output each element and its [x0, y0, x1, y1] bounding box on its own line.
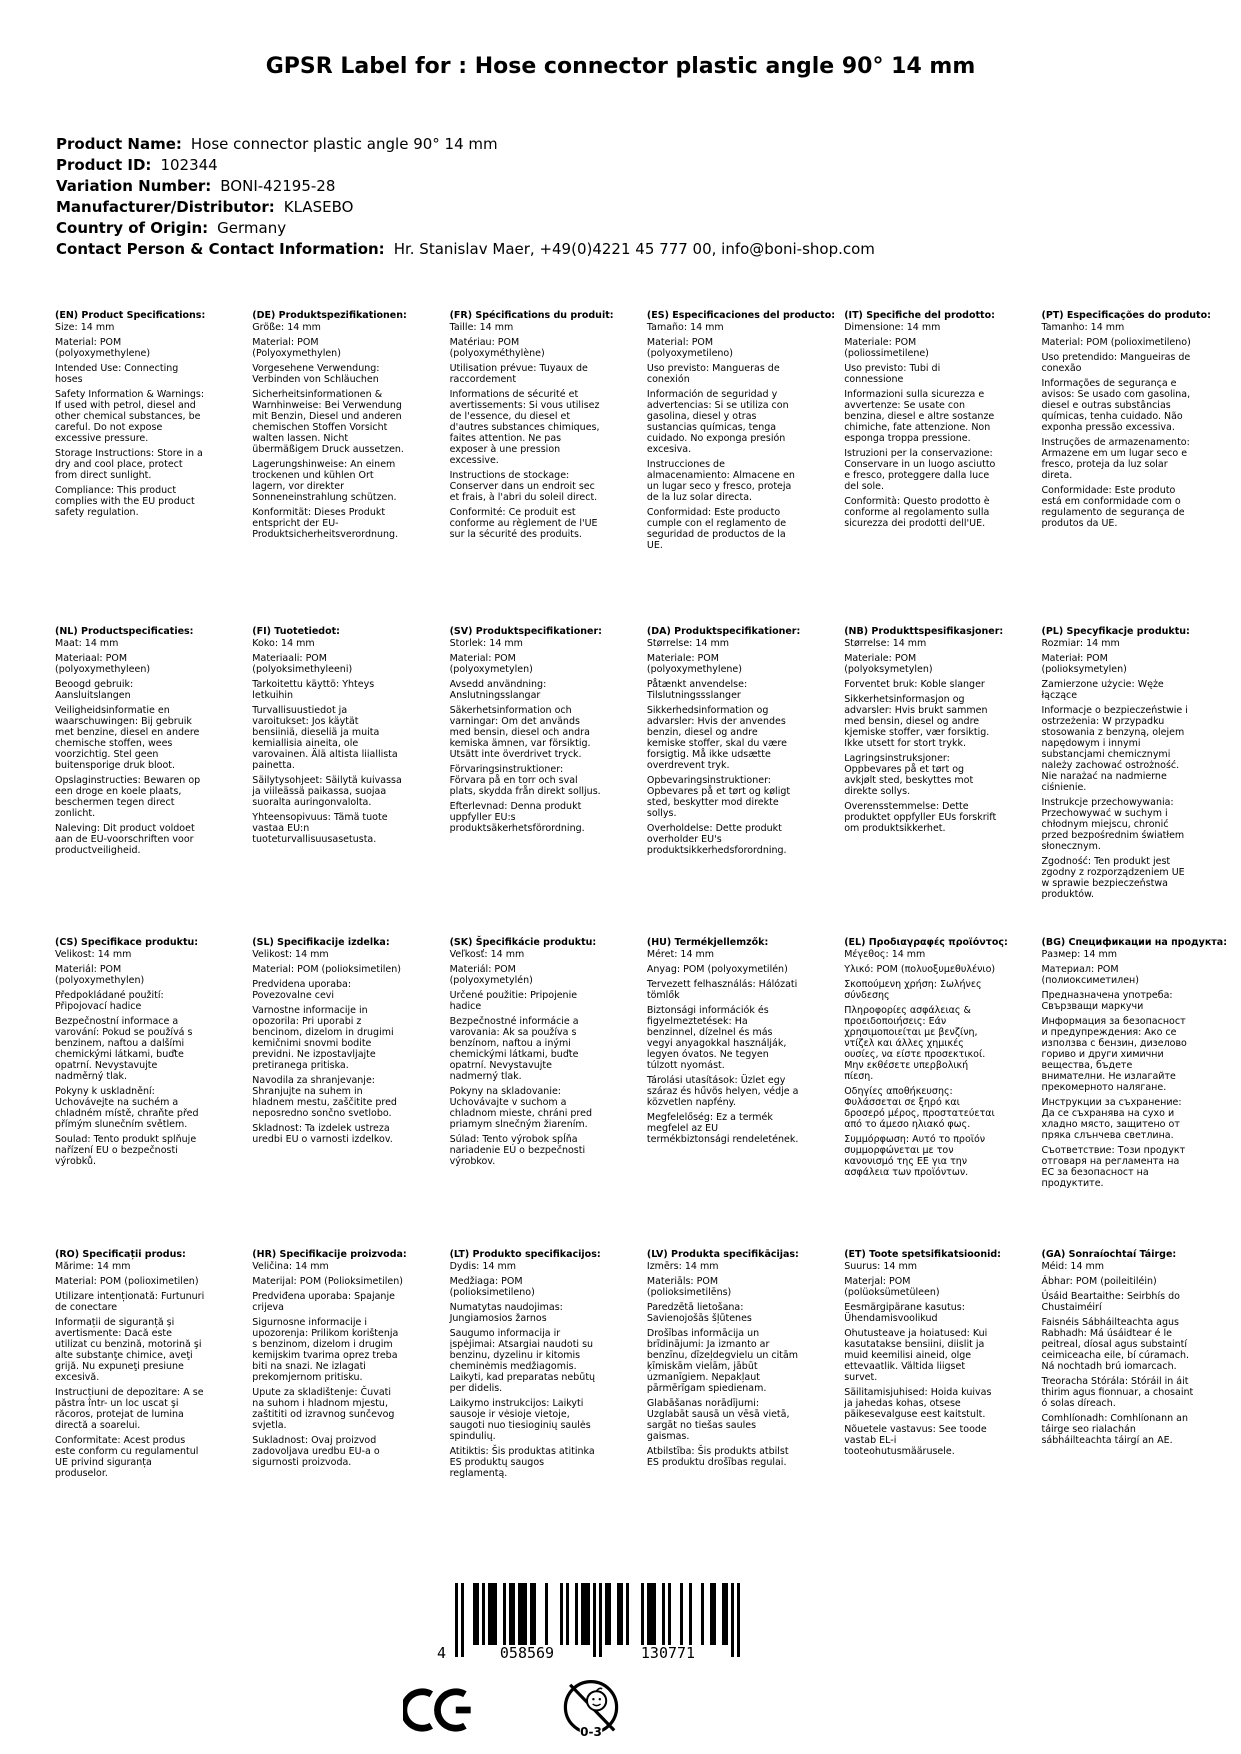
lang-block-nb: [844, 626, 1004, 937]
lang-block-paragraph: Material: POM (polyoxymetileno): [646, 337, 733, 359]
lang-block-header: (RO) Specificații produs:: [55, 1249, 186, 1260]
lang-block-it: [844, 310, 996, 626]
lang-block-paragraph: Съответствие: Този продукт отговаря на регламента на ЕС за безопасност на продуктите.: [1041, 1145, 1186, 1189]
lang-block-paragraph: Förvaringsinstruktioner: Förvara på en torr och sval plats, skydda från direkt solljus.: [449, 764, 601, 797]
lang-block-paragraph: Bezpečnostní informace a varování: Pokud se používá s benzinem, naftou a dalšími chemickými látkami, buďte opatrní. Nevystavujte nadměrný tlak.: [55, 1016, 193, 1082]
lang-block-sl: [252, 937, 404, 1249]
lang-block-header: (DE) Produktspezifikationen:: [252, 310, 407, 321]
lang-block-header: (BG) Спецификации на продукта:: [1041, 937, 1227, 948]
lang-block-header: (GA) Sonraíochtaí Táirge:: [1041, 1249, 1177, 1260]
lang-block-paragraph: Инструкции за съхранение: Да се съхранява на сухо и хладно място, защитено от пряка слънчева светлина.: [1041, 1097, 1182, 1141]
lang-block-paragraph: Pokyny na skladovanie: Uchovávajte v suchom a chladnom mieste, chráni pred priamym slnečným žiarením.: [449, 1086, 592, 1130]
lang-block-paragraph: Dimensione: 14 mm: [844, 322, 941, 333]
lang-block-paragraph: Tarkoitettu käyttö: Yhteys letkuihin: [252, 679, 375, 701]
age-warning-label: 0-3: [580, 1725, 602, 1739]
lang-block-paragraph: Koko: 14 mm: [252, 638, 315, 649]
product-info-row: [56, 239, 875, 260]
lang-block-paragraph: Materiál: POM (polyoxymetylén): [449, 964, 533, 986]
lang-block-header: (LV) Produkta specifikācijas:: [646, 1249, 799, 1260]
lang-block-paragraph: Materiaal: POM (polyoxymethyleen): [55, 653, 151, 675]
product-info-value: KLASEBO: [283, 198, 354, 216]
lang-block-paragraph: Vorgesehene Verwendung: Verbinden von Schläuchen: [252, 363, 380, 385]
lang-block-da: [647, 626, 799, 937]
lang-block-paragraph: Treoracha Stórála: Stóráil in áit thirim agus fionnuar, a chosaint ó solas díreach.: [1041, 1376, 1194, 1409]
product-info-value: Hose connector plastic angle 90° 14 mm: [190, 135, 498, 153]
product-info-row: [56, 218, 875, 239]
lang-block-header: (EN) Product Specifications:: [55, 310, 206, 321]
lang-block-paragraph: Materiał: POM (polioksymetylen): [1041, 653, 1127, 675]
lang-block-paragraph: Materiale: POM (polyoxymethylene): [646, 653, 742, 675]
product-info-label: Product Name:: [56, 135, 182, 153]
lang-block-lt: [450, 1249, 602, 1483]
product-info-row: [56, 197, 875, 218]
lang-block-paragraph: Sikkerhedsinformation og advarsler: Hvis der anvendes benzin, diesel og andre kemiske stoffer, skal du være forsigtig. Må ikke udsætte overdrevent tryk.: [646, 705, 787, 771]
lang-block-de: [252, 310, 407, 626]
lang-block-en: [55, 310, 207, 626]
lang-block-paragraph: Conformità: Questo prodotto è conforme al regolamento sulla sicurezza dei prodotti dell'UE.: [844, 496, 990, 529]
lang-block-header: (HU) Termékjellemzők:: [646, 937, 769, 948]
lang-block-ro: [55, 1249, 207, 1483]
lang-block-paragraph: Storlek: 14 mm: [449, 638, 523, 649]
product-info-value: Germany: [217, 219, 287, 237]
lang-block-paragraph: Varnostne informacije in opozorila: Pri uporabi z bencinom, dizelom in drugimi kemičnimi snovmi bodite previdni. Ne izpostavljajte pretiranega pritiska.: [252, 1005, 394, 1071]
lang-block-paragraph: Informações de segurança e avisos: Se usado com gasolina, diesel e outras substâncias químicas, tenha cuidado. Não exponha pressão excessiva.: [1041, 378, 1191, 433]
lang-block-paragraph: Megfelelőség: Ez a termék megfelel az EU termékbiztonsági rendeletének.: [646, 1112, 799, 1145]
lang-block-paragraph: Mărime: 14 mm: [55, 1261, 131, 1272]
lang-block-paragraph: Размер: 14 mm: [1041, 949, 1117, 960]
lang-block-paragraph: Πληροφορίες ασφάλειας & προειδοποιήσεις: Εάν χρησιμοποιείται με βενζίνη, ντίζελ και άλλες χημικές ουσίες, να είστε προσεκτικοί. Μην εκθέσετε υπερβολική πίεση.: [844, 1005, 986, 1082]
product-info-label: Variation Number:: [56, 177, 212, 195]
lang-block-paragraph: Overholdelse: Dette produkt overholder EU's produktsikkerhedsforordning.: [646, 823, 787, 856]
lang-block-lv: [647, 1249, 799, 1483]
lang-block-paragraph: Soulad: Tento produkt splňuje nařízení EU o bezpečnosti výrobků.: [55, 1134, 197, 1167]
lang-block-paragraph: Veličina: 14 mm: [252, 1261, 329, 1272]
lang-block-paragraph: Suurus: 14 mm: [844, 1261, 917, 1272]
lang-block-paragraph: Paredzētā lietošana: Savienojošās šļūtenes: [646, 1302, 752, 1324]
lang-block-paragraph: Navodila za shranjevanje: Shranjujte na suhem in hladnem mestu, zaščitite pred neposredno sončno svetlobo.: [252, 1075, 397, 1119]
lang-block-paragraph: Atitiktis: Šis produktas atitinka ES produktų saugos reglamentą.: [449, 1446, 595, 1479]
lang-block-paragraph: Conformitate: Acest produs este conform cu regulamentul UE privind siguranța produselor.: [55, 1435, 199, 1479]
lang-block-paragraph: Predviđena uporaba: Spajanje crijeva: [252, 1291, 395, 1313]
lang-block-paragraph: Tárolási utasítások: Üzlet egy száraz és hűvös helyen, védje a közvetlen napfény.: [646, 1075, 799, 1108]
lang-block-paragraph: Conformidade: Este produto está em conformidade com o regulamento de segurança de produtos da UE.: [1041, 485, 1185, 529]
lang-block-header: (SV) Produktspecifikationer:: [449, 626, 602, 637]
lang-block-paragraph: Biztonsági információk és figyelmeztetések: Ha benzinnel, dízelnel és más vegyi anyagokkal használják, legyen óvatos. Ne tegyen túlzott nyomást.: [646, 1005, 787, 1071]
product-info-value: BONI-42195-28: [220, 177, 336, 195]
lang-block-nl: [55, 626, 207, 937]
lang-block-hu: [647, 937, 799, 1249]
lang-block-paragraph: Informazioni sulla sicurezza e avvertenze: Se usate con benzina, diesel e altre sostanze chimiche, fate attenzione. Non esponga troppa pressione.: [844, 389, 995, 444]
lang-block-header: (NL) Productspecificaties:: [55, 626, 194, 637]
barcode-first-digit: 4: [437, 1644, 447, 1662]
lang-block-hr: [252, 1249, 407, 1483]
lang-block-paragraph: Istruzioni per la conservazione: Conservare in un luogo asciutto e fresco, proteggere dalla luce del sole.: [844, 448, 996, 492]
lang-block-paragraph: Instrucciones de almacenamiento: Almacene en un lugar seco y fresco, proteja de la luz solar directa.: [646, 459, 795, 503]
lang-block-paragraph: Säkerhetsinformation och varningar: Om det används med bensin, diesel och andra kemiska ämnen, var försiktig. Utsätt inte överdrivet tryck.: [449, 705, 591, 760]
lang-block-paragraph: Предназначена употреба: Свързващи маркучи: [1041, 990, 1173, 1012]
lang-block-header: (SL) Specifikacije izdelka:: [252, 937, 390, 948]
lang-block-header: (SK) Špecifikácie produktu:: [449, 937, 597, 948]
lang-block-pl: [1041, 626, 1193, 937]
lang-block-pt: [1041, 310, 1211, 626]
lang-block-paragraph: Σκοπούμενη χρήση: Σωλήνες σύνδεσης: [844, 979, 982, 1001]
lang-block-paragraph: Matériau: POM (polyoxyméthylène): [449, 337, 545, 359]
lang-block-paragraph: Материал: POM (полиоксиметилен): [1041, 964, 1139, 986]
lang-block-paragraph: Compliance: This product complies with the EU product safety regulation.: [55, 485, 195, 518]
lang-block-paragraph: Veiligheidsinformatie en waarschuwingen: Bij gebruik met benzine, diesel en andere chemische stoffen, wees voorzichtig. Stel geen buitensporige druk bloot.: [55, 705, 200, 771]
lang-block-sv: [450, 626, 602, 937]
lang-block-paragraph: Materijal: POM (Polioksimetilen): [252, 1276, 403, 1287]
product-info-label: Country of Origin:: [56, 219, 209, 237]
lang-block-paragraph: Efterlevnad: Denna produkt uppfyller EU:s produktsäkerhetsförordning.: [449, 801, 585, 834]
lang-block-paragraph: Informații de siguranță și avertismente: Dacă este utilizat cu benzină, motorină şi alte substanţe chimice, aveţi grijă. Nu expuneţi presiune excesivă.: [55, 1317, 202, 1383]
lang-block-header: (PL) Specyfikacje produktu:: [1041, 626, 1190, 637]
lang-block-fr: [449, 310, 614, 626]
lang-block-paragraph: Materiál: POM (polyoxymethylen): [55, 964, 145, 986]
lang-block-paragraph: Nõuetele vastavus: See toode vastab EL-i tooteohutusmäärusele.: [844, 1424, 987, 1457]
lang-block-paragraph: Naleving: Dit product voldoet aan de EU-voorschriften voor productveiligheid.: [55, 823, 195, 856]
lang-block-paragraph: Οδηγίες αποθήκευσης: Φυλάσσεται σε ξηρό και δροσερό μέρος, προστατεύεται από το άμεσο ηλιακό φως.: [844, 1086, 995, 1130]
lang-block-paragraph: Materjal: POM (polüoksümetüleen): [844, 1276, 940, 1298]
lang-block-paragraph: Bezpečnostné informácie a varovania: Ak sa používa s benzínom, naftou a inými chemickými látkami, buďte opatrní. Nevystavujte nadmerný tlak.: [449, 1016, 579, 1082]
lang-block-header: (DA) Produktspecifikationer:: [646, 626, 801, 637]
lang-block-paragraph: Μέγεθος: 14 mm: [844, 949, 926, 960]
lang-block-paragraph: Säilitamisjuhised: Hoida kuivas ja jahedas kohas, otsese päikesevalguse eest kaitstult.: [844, 1387, 992, 1420]
lang-block-header: (PT) Especificações do produto:: [1041, 310, 1211, 321]
lang-block-paragraph: Předpokládané použití: Připojovací hadice: [55, 990, 164, 1012]
lang-block-paragraph: Ábhar: POM (poileitiléin): [1041, 1276, 1157, 1287]
lang-block-paragraph: Sicherheitsinformationen & Warnhinweise: Bei Verwendung mit Benzin, Diesel und anderen chemischen Stoffen Vorsicht walten lassen. Nicht übermäßigem Druck aussetzen.: [252, 389, 404, 455]
lang-block-paragraph: Laikymo instrukcijos: Laikyti sausoje ir vėsioje vietoje, saugoti nuo tiesioginių saulės spindulių.: [449, 1398, 591, 1442]
lang-block-paragraph: Lagringsinstruksjoner: Oppbevares på et tørt og avkjølt sted, beskyttes mot direkte sollys.: [844, 753, 974, 797]
lang-block-paragraph: Utilisation prévue: Tuyaux de raccordement: [449, 363, 588, 385]
lang-block-paragraph: Materiale: POM (poliossimetilene): [844, 337, 929, 359]
lang-block-paragraph: Glabāšanas norādījumi: Uzglabāt sausā un vēsā vietā, sargāt no tiešas saules gaismas.: [646, 1398, 790, 1442]
lang-block-paragraph: Predvidena uporaba: Povezovalne cevi: [252, 979, 352, 1001]
lang-block-paragraph: Utilizare intenționată: Furtunuri de conectare: [55, 1291, 205, 1313]
lang-block-paragraph: Størrelse: 14 mm: [646, 638, 730, 649]
lang-block-paragraph: Tamaño: 14 mm: [646, 322, 724, 333]
lang-block-paragraph: Materiale: POM (polyoksymetylen): [844, 653, 933, 675]
lang-block-es: [646, 310, 836, 626]
lang-block-paragraph: Material: POM (Polyoxymethylen): [252, 337, 341, 359]
lang-block-paragraph: Beoogd gebruik: Aansluitslangen: [55, 679, 134, 701]
lang-block-paragraph: Avsedd användning: Anslutningsslangar: [449, 679, 547, 701]
lang-block-paragraph: Upute za skladištenje: Čuvati na suhom i hladnom mjestu, zaštititi od izravnog sunčevog svjetla.: [252, 1387, 395, 1431]
page-title: GPSR Label for : Hose connector plastic angle 90° 14 mm: [265, 54, 976, 79]
lang-block-paragraph: Atbilstība: Šis produkts atbilst ES produktu drošības regulai.: [646, 1446, 789, 1468]
lang-block-paragraph: Safety Information & Warnings: If used with petrol, diesel and other chemical substances, be careful. Do not expose excessive pressure.: [55, 389, 205, 444]
age-warning-0-3-icon: [551, 1672, 631, 1754]
lang-block-paragraph: Sukladnost: Ovaj proizvod zadovoljava uredbu EU-a o sigurnosti proizvoda.: [252, 1435, 380, 1468]
lang-block-paragraph: Zamierzone użycie: Węże łączące: [1041, 679, 1164, 701]
lang-block-paragraph: Dydis: 14 mm: [449, 1261, 516, 1272]
lang-block-header: (EL) Προδιαγραφές προϊόντος:: [844, 937, 1008, 948]
lang-block-paragraph: Faisnéis Sábháilteachta agus Rabhadh: Má úsáidtear é le peitreal, díosal agus substaintí ceimiceacha eile, bí cúramach. Ná nochtadh brú iomarcach.: [1041, 1317, 1190, 1372]
product-info-row: [56, 134, 875, 155]
lang-block-header: (HR) Specifikacije proizvoda:: [252, 1249, 407, 1260]
lang-block-paragraph: Materiāls: POM (polioksimetilēns): [646, 1276, 732, 1298]
lang-block-header: (FR) Spécifications du produit:: [449, 310, 614, 321]
lang-block-paragraph: Información de seguridad y advertencias: Si se utiliza con gasolina, diesel y otras sustancias químicas, tenga cuidado. No exponga presión excesiva.: [646, 389, 789, 455]
lang-block-paragraph: Méret: 14 mm: [646, 949, 715, 960]
product-info-value: Hr. Stanislav Maer, +49(0)4221 45 777 00, info@boni-shop.com: [393, 240, 875, 258]
lang-block-paragraph: Συμμόρφωση: Αυτό το προϊόν συμμορφώνεται με τον κανονισμό της ΕΕ για την ασφάλεια των προϊόντων.: [844, 1134, 986, 1178]
lang-block-paragraph: Velikost: 14 mm: [252, 949, 329, 960]
lang-block-paragraph: Skladnost: Ta izdelek ustreza uredbi EU o varnosti izdelkov.: [252, 1123, 393, 1145]
lang-block-paragraph: Úsáid Beartaithe: Seirbhís do Chustaiméirí: [1041, 1291, 1180, 1313]
lang-block-paragraph: Velikost: 14 mm: [55, 949, 132, 960]
lang-block-paragraph: Ohutusteave ja hoiatused: Kui kasutatakse bensiini, diislit ja muid keemilisi aineid, olge ettevaatlik. Vältida liigset survet.: [844, 1328, 988, 1383]
lang-block-ga: [1041, 1249, 1193, 1483]
lang-block-paragraph: Maat: 14 mm: [55, 638, 119, 649]
lang-block-paragraph: Anyag: POM (polyoxymetilén): [646, 964, 788, 975]
lang-block-paragraph: Информация за безопасност и предупреждения: Ако се използва с бензин, дизелово гориво и други химични вещества, бъдете внимателни. Не излагайте прекомерното налягане.: [1041, 1016, 1187, 1093]
lang-block-paragraph: Tervezett felhasználás: Hálózati tömlők: [646, 979, 798, 1001]
product-info-label: Manufacturer/Distributor:: [56, 198, 275, 216]
lang-block-bg: [1041, 937, 1227, 1249]
lang-block-paragraph: Conformité: Ce produit est conforme au règlement de l'UE sur la sécurité des produits.: [449, 507, 598, 540]
lang-block-paragraph: Forventet bruk: Koble slanger: [844, 679, 985, 690]
lang-block-paragraph: Instrucțiuni de depozitare: A se păstra într- un loc uscat şi răcoros, protejat de lumina directă a soarelui.: [55, 1387, 204, 1431]
lang-block-paragraph: Saugumo informacija ir įspėjimai: Atsargiai naudoti su benzinu, dyzelinu ir kitomis cheminėmis medžiagomis. Laikyti, kad preparatas nebūtų per didelis.: [449, 1328, 596, 1394]
lang-block-sk: [450, 937, 602, 1249]
lang-block-header: (NB) Produkttspesifikasjoner:: [844, 626, 1004, 637]
lang-block-paragraph: Størrelse: 14 mm: [844, 638, 927, 649]
language-grid: [55, 310, 1239, 1483]
lang-block-paragraph: Uso previsto: Tubi di connessione: [844, 363, 941, 385]
barcode: [437, 1583, 742, 1663]
lang-block-paragraph: Intended Use: Connecting hoses: [55, 363, 179, 385]
lang-block-paragraph: Uso pretendido: Mangueiras de conexão: [1041, 352, 1191, 374]
product-info: [56, 134, 875, 260]
lang-block-paragraph: Zgodność: Ten produkt jest zgodny z rozporządzeniem UE w sprawie bezpieczeństwa produktów.: [1041, 856, 1185, 900]
lang-block-paragraph: Lagerungshinweise: An einem trockenen und kühlen Ort lagern, vor direkter Sonneneinstrahlung schützen.: [252, 459, 397, 503]
lang-block-header: (ES) Especificaciones del producto:: [646, 310, 836, 321]
lang-block-paragraph: Påtænkt anvendelse: Tilslutningssslanger: [646, 679, 748, 701]
lang-block-paragraph: Conformidad: Este producto cumple con el reglamento de seguridad de productos de la UE.: [646, 507, 787, 551]
lang-block-paragraph: Méid: 14 mm: [1041, 1261, 1105, 1272]
lang-block-paragraph: Instruções de armazenamento: Armazene em um lugar seco e fresco, proteja da luz solar direta.: [1041, 437, 1190, 481]
lang-block-paragraph: Säilytysohjeet: Säilytä kuivassa ja viileässä paikassa, suojaa suoralta auringonvalolta.: [252, 775, 402, 808]
lang-block-paragraph: Veľkosť: 14 mm: [449, 949, 525, 960]
product-info-value: 102344: [160, 156, 218, 174]
lang-block-paragraph: Eesmärgipärane kasutus: Ühendamisvoolikud: [844, 1302, 965, 1324]
lang-block-paragraph: Informacje o bezpieczeństwie i ostrzeżenia: W przypadku stosowania z benzyną, olejem napędowym i innymi substancjami chemicznymi należy zachować ostrożność. Nie narażać na nadmierne ciśnienie.: [1041, 705, 1188, 793]
lang-block-paragraph: Izmērs: 14 mm: [646, 1261, 719, 1272]
barcode-digits-left: 058569: [499, 1644, 555, 1662]
product-info-row: [56, 155, 875, 176]
barcode-module: [737, 1583, 740, 1657]
lang-block-paragraph: Material: POM (polioximetileno): [1041, 337, 1191, 348]
lang-block-paragraph: Υλικό: POM (πολυοξυμεθυλένιο): [844, 964, 996, 975]
lang-block-header: (ET) Toote spetsifikatsioonid:: [844, 1249, 1001, 1260]
lang-block-paragraph: Storage Instructions: Store in a dry and cool place, protect from direct sunlight.: [55, 448, 203, 481]
lang-block-et: [844, 1249, 1001, 1483]
lang-block-paragraph: Konformität: Dieses Produkt entspricht der EU-Produktsicherheitsverordnung.: [252, 507, 399, 540]
lang-block-paragraph: Material: POM (polioksimetilen): [252, 964, 401, 975]
lang-block-cs: [55, 937, 207, 1249]
lang-block-paragraph: Overensstemmelse: Dette produktet oppfyller EUs forskrift om produktsikkerhet.: [844, 801, 997, 834]
lang-block-header: (CS) Specifikace produktu:: [55, 937, 199, 948]
lang-block-paragraph: Pokyny k uskladnění: Uchovávejte na suchém a chladném místě, chraňte před přímým slunečním světlem.: [55, 1086, 199, 1130]
barcode-digits-right: 130771: [640, 1644, 696, 1662]
lang-block-paragraph: Yhteensopivuus: Tämä tuote vastaa EU:n tuoteturvallisuusasetusta.: [252, 812, 388, 845]
lang-block-paragraph: Materiaali: POM (polyoksimethyleeni): [252, 653, 353, 675]
lang-block-paragraph: Sikkerhetsinformasjon og advarsler: Hvis brukt sammen med bensin, diesel og andre kjemiske stoffer, vær forsiktig. Ikke utsett for stort trykk.: [844, 694, 990, 749]
lang-block-paragraph: Größe: 14 mm: [252, 322, 321, 333]
lang-block-paragraph: Určené použitie: Pripojenie hadice: [449, 990, 578, 1012]
lang-block-paragraph: Instructions de stockage: Conserver dans un endroit sec et frais, à l'abri du soleil direct.: [449, 470, 598, 503]
lang-block-paragraph: Opslaginstructies: Bewaren op een droge en koele plaats, beschermen tegen direct zonlicht.: [55, 775, 201, 819]
lang-block-paragraph: Instrukcje przechowywania: Przechowywać w suchym i chłodnym miejscu, chronić przed bezpośrednim światłem słonecznym.: [1041, 797, 1185, 852]
lang-block-fi: [252, 626, 404, 937]
lang-block-paragraph: Comhlíonadh: Comhlíonann an táirge seo rialachán sábháilteachta táirgí an AE.: [1041, 1413, 1188, 1446]
lang-block-header: (IT) Specifiche del prodotto:: [844, 310, 995, 321]
product-info-row: [56, 176, 875, 197]
lang-block-paragraph: Taille: 14 mm: [449, 322, 514, 333]
lang-block-paragraph: Drošības informācija un brīdinājumi: Ja izmanto ar benzīnu, dīzeļdegvielu un citām ķīmiskām vielām, jābūt uzmanīgiem. Nepakļaut pārmērīgam spiedienam.: [646, 1328, 799, 1394]
lang-block-paragraph: Rozmiar: 14 mm: [1041, 638, 1120, 649]
lang-block-paragraph: Size: 14 mm: [55, 322, 115, 333]
ce-mark-icon: [403, 1686, 475, 1738]
product-info-label: Product ID:: [56, 156, 152, 174]
lang-block-paragraph: Material: POM (polioximetilen): [55, 1276, 199, 1287]
lang-block-paragraph: Turvallisuustiedot ja varoitukset: Jos käytät bensiiniä, dieseliä ja muita kemiallisia aineita, ole varovainen. Älä altista liiallista painetta.: [252, 705, 398, 771]
lang-block-paragraph: Numatytas naudojimas: Jungiamosios žarnos: [449, 1302, 563, 1324]
lang-block-el: [844, 937, 1008, 1249]
lang-block-paragraph: Informations de sécurité et avertissements: Si vous utilisez de l'essence, du diesel et d'autres substances chimiques, faites attention. Ne pas exposer à une pression excessive.: [449, 389, 600, 466]
lang-block-paragraph: Sigurnosne informacije i upozorenja: Prilikom korištenja s benzinom, dizelom i drugim kemijskim tvarima oprez treba biti na snazi. Ne izlagati prekomjernom pritisku.: [252, 1317, 399, 1383]
lang-block-paragraph: Uso previsto: Mangueras de conexión: [646, 363, 780, 385]
lang-block-paragraph: Opbevaringsinstruktioner: Opbevares på et tørt og køligt sted, beskytter mod direkte sollys.: [646, 775, 791, 819]
product-info-label: Contact Person & Contact Information:: [56, 240, 385, 258]
lang-block-paragraph: Medžiaga: POM (polioksimetileno): [449, 1276, 535, 1298]
lang-block-header: (LT) Produkto specifikacijos:: [449, 1249, 601, 1260]
lang-block-paragraph: Súlad: Tento výrobok spĺňa nariadenie EÚ o bezpečnosti výrobkov.: [449, 1134, 586, 1167]
lang-block-header: (FI) Tuotetiedot:: [252, 626, 340, 637]
lang-block-paragraph: Material: POM (polyoxymethylene): [55, 337, 151, 359]
lang-block-paragraph: Material: POM (polyoxymetylen): [449, 653, 533, 675]
lang-block-paragraph: Tamanho: 14 mm: [1041, 322, 1125, 333]
